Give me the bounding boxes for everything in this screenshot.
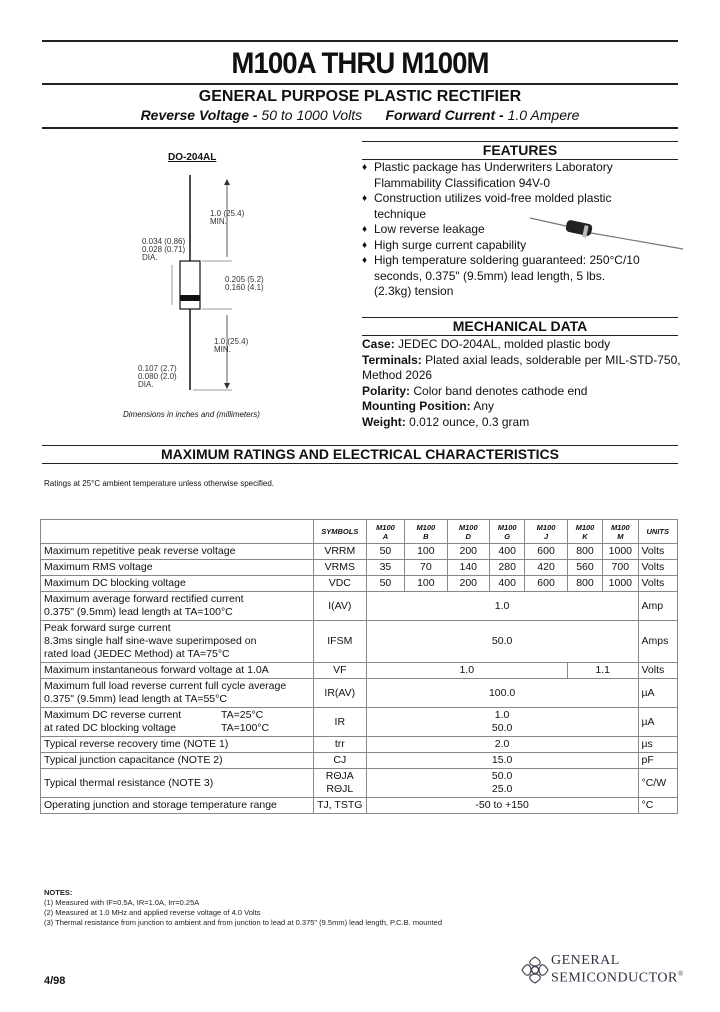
- dim-lead-diameter: 0.034 (0.86) 0.028 (0.71) DIA.: [142, 237, 186, 262]
- symbol-cell: TJ, TSTG: [313, 798, 366, 814]
- note-item: (1) Measured with IF=0.5A, IR=1.0A, Irr=0.25A: [44, 898, 200, 907]
- param-cell: Maximum DC blocking voltage: [41, 576, 314, 592]
- ratings-summary: [0, 107, 720, 123]
- part-column-header: M100 K: [567, 520, 602, 544]
- mech-value: Color band denotes cathode end: [410, 383, 588, 398]
- value-cell: 140: [447, 560, 489, 576]
- param-cell: Typical junction capacitance (NOTE 2): [41, 753, 314, 769]
- table-row: [41, 753, 678, 769]
- unit-cell: °C: [638, 798, 678, 814]
- notes: [44, 888, 442, 928]
- symbol-cell: I(AV): [313, 592, 366, 621]
- param-cell: Typical thermal resistance (NOTE 3): [41, 769, 314, 798]
- symbol-cell: VDC: [313, 576, 366, 592]
- note-item: (3) Thermal resistance from junction to ambient and from junction to lead at 0.375" (9.5mm) lead length, P.C.B. mounted: [44, 918, 443, 927]
- mech-value: JEDEC DO-204AL, molded plastic body: [394, 337, 611, 351]
- value-cell: 35: [366, 560, 404, 576]
- page-title: M100A THRU M100M: [231, 47, 489, 80]
- value-cell: 400: [489, 544, 524, 560]
- mech-weight: [362, 415, 692, 431]
- value-cell: -50 to +150: [366, 798, 638, 814]
- brand-logo: [520, 951, 690, 991]
- part-column-header: M100 M: [603, 520, 638, 544]
- part-column-header: M100 J: [525, 520, 567, 544]
- symbol-cell: IFSM: [313, 621, 366, 663]
- table-row: [41, 769, 678, 798]
- value-cell: 420: [525, 560, 567, 576]
- symbol-cell: VF: [313, 663, 366, 679]
- header-blank: [41, 520, 314, 544]
- mechanical-data: [362, 337, 692, 431]
- table-row: [41, 592, 678, 621]
- value-cell: 50: [366, 544, 404, 560]
- value-cell: 700: [603, 560, 638, 576]
- mech-label: Terminals:: [362, 352, 422, 367]
- mech-label: Polarity:: [362, 383, 411, 398]
- note-item: (2) Measured at 1.0 MHz and applied reverse voltage of 4.0 Volts: [44, 908, 261, 917]
- param-cell: Maximum average forward rectified current 0.375" (9.5mm) lead length at TA=100°C: [41, 592, 314, 621]
- subtitle: GENERAL PURPOSE PLASTIC RECTIFIER: [198, 88, 522, 105]
- unit-cell: pF: [638, 753, 678, 769]
- symbol-cell: IR(AV): [313, 679, 366, 708]
- dim-lead-length: 1.0 (25.4) MIN.: [210, 209, 245, 226]
- mech-terminals: [362, 353, 682, 384]
- param-condition: TA=25°C TA=100°C: [221, 709, 270, 734]
- ratings-rule-bottom: [42, 463, 678, 464]
- feature-item: ♦ Low reverse leakage: [362, 222, 682, 238]
- param-cell: Operating junction and storage temperature range: [41, 798, 314, 814]
- mech-label: Weight:: [362, 414, 406, 429]
- mech-value: Plated axial leads, solderable per MIL-STD-750, Method 2026: [362, 352, 681, 383]
- param-cell: Maximum repetitive peak reverse voltage: [41, 544, 314, 560]
- notes-title: NOTES:: [44, 888, 73, 897]
- unit-cell: µA: [638, 679, 678, 708]
- unit-cell: Volts: [638, 663, 678, 679]
- param-cell: Maximum full load reverse current full cycle average 0.375" (9.5mm) lead length at TA=55°C: [41, 679, 314, 708]
- reverse-voltage-value: 50 to 1000 Volts: [257, 107, 363, 123]
- symbol-cell: trr: [313, 737, 366, 753]
- features-title: FEATURES: [482, 142, 558, 158]
- feature-item: ♦ Plastic package has Underwriters Laboratory Flammability Classification 94V-0: [362, 160, 614, 191]
- brand-line2: [551, 970, 684, 987]
- unit-cell: Volts: [638, 544, 678, 560]
- feature-item: ♦ High surge current capability: [362, 238, 682, 254]
- unit-cell: Amps: [638, 621, 678, 663]
- value-cell: 50.0 25.0: [366, 769, 638, 798]
- reverse-voltage-label: Reverse Voltage -: [140, 107, 258, 123]
- value-cell: 1.1: [567, 663, 638, 679]
- part-column-header: M100 D: [447, 520, 489, 544]
- table-row: [41, 708, 678, 737]
- unit-cell: Volts: [638, 560, 678, 576]
- feature-item: ♦ High temperature soldering guaranteed: 250°C/10 seconds, 0.375" (9.5mm) lead length, 5 lbs. (2.3kg) tension: [362, 253, 644, 300]
- top-rule: [42, 40, 678, 42]
- dimensions-caption: Dimensions in inches and (millimeters): [123, 410, 260, 419]
- table-row: [41, 576, 678, 592]
- table-row: [41, 560, 678, 576]
- value-cell: 600: [525, 544, 567, 560]
- header-rule: [42, 127, 678, 129]
- param-cell: Typical reverse recovery time (NOTE 1): [41, 737, 314, 753]
- value-cell: 50.0: [366, 621, 638, 663]
- mech-rule-bottom: [362, 335, 678, 336]
- symbol-cell: CJ: [313, 753, 366, 769]
- symbol-cell: VRMS: [313, 560, 366, 576]
- part-column-header: M100 B: [405, 520, 447, 544]
- value-cell: 100.0: [366, 679, 638, 708]
- value-cell: 280: [489, 560, 524, 576]
- value-cell: 800: [567, 544, 602, 560]
- mechanical-title: MECHANICAL DATA: [452, 318, 588, 334]
- package-label: DO-204AL: [168, 152, 217, 163]
- param-cell: Peak forward surge current 8.3ms single half sine-wave superimposed on rated load (JEDEC Method) at TA=75°C: [41, 621, 314, 663]
- dim-body-length: 0.205 (5.2) 0.160 (4.1): [225, 275, 264, 292]
- table-row: [41, 737, 678, 753]
- symbol-cell: IR: [313, 708, 366, 737]
- value-cell: 200: [447, 544, 489, 560]
- value-cell: 1.0: [366, 663, 567, 679]
- registered-mark: ®: [677, 970, 684, 978]
- value-cell: 100: [405, 576, 447, 592]
- table-header-row: [41, 520, 678, 544]
- table-row: [41, 798, 678, 814]
- ratings-title: MAXIMUM RATINGS AND ELECTRICAL CHARACTERISTICS: [161, 446, 559, 462]
- table-row: [41, 663, 678, 679]
- gs-logo-icon: [520, 955, 550, 985]
- characteristics-table: [40, 519, 678, 814]
- mech-mounting: [362, 399, 692, 415]
- dim-body-diameter: 0.107 (2.7) 0.080 (2.0) DIA.: [138, 364, 177, 389]
- unit-cell: °C/W: [638, 769, 678, 798]
- value-cell: 50: [366, 576, 404, 592]
- brand-line1: GENERAL: [551, 953, 620, 968]
- mech-value: 0.012 ounce, 0.3 gram: [405, 414, 530, 429]
- part-column-header: M100 G: [489, 520, 524, 544]
- param-cell: [41, 708, 314, 737]
- value-cell: 560: [567, 560, 602, 576]
- value-cell: 400: [489, 576, 524, 592]
- title-rule: [42, 83, 678, 85]
- unit-cell: Volts: [638, 576, 678, 592]
- param-cell: Maximum RMS voltage: [41, 560, 314, 576]
- symbols-header: SYMBOLS: [313, 520, 366, 544]
- ratings-note: Ratings at 25°C ambient temperature unless otherwise specified.: [44, 479, 274, 488]
- mech-polarity: [362, 384, 692, 400]
- unit-cell: Amp: [638, 592, 678, 621]
- diode-photo-icon: [528, 212, 688, 252]
- param-text: Maximum DC reverse current at rated DC blocking voltage: [44, 709, 182, 734]
- units-header: UNITS: [638, 520, 678, 544]
- value-cell: 1.0: [366, 592, 638, 621]
- mech-value: Any: [470, 399, 494, 414]
- unit-cell: µs: [638, 737, 678, 753]
- mech-label: Mounting Position:: [362, 399, 471, 414]
- value-cell: 70: [405, 560, 447, 576]
- value-cell: 1000: [603, 576, 638, 592]
- value-cell: 2.0: [366, 737, 638, 753]
- value-cell: 1000: [603, 544, 638, 560]
- forward-current-label: Forward Current -: [385, 107, 504, 123]
- feature-item: ♦ Construction utilizes void-free molded plastic technique: [362, 191, 614, 222]
- table-row: [41, 621, 678, 663]
- symbol-cell: RΘJA RΘJL: [313, 769, 366, 798]
- value-cell: 1.0 50.0: [366, 708, 638, 737]
- forward-current-value: 1.0 Ampere: [503, 107, 580, 123]
- page-date: 4/98: [44, 975, 66, 987]
- value-cell: 200: [447, 576, 489, 592]
- param-cell: Maximum instantaneous forward voltage at 1.0A: [41, 663, 314, 679]
- unit-cell: µA: [638, 708, 678, 737]
- dim-lead-length-bottom: 1.0 (25.4) MIN.: [214, 337, 249, 354]
- mech-case: [362, 337, 692, 353]
- table-row: [41, 544, 678, 560]
- part-column-header: M100 A: [366, 520, 404, 544]
- mech-label: Case:: [362, 337, 395, 351]
- symbol-cell: VRRM: [313, 544, 366, 560]
- brand-name: SEMICONDUCTOR: [551, 970, 678, 986]
- table-row: [41, 679, 678, 708]
- value-cell: 100: [405, 544, 447, 560]
- value-cell: 15.0: [366, 753, 638, 769]
- value-cell: 800: [567, 576, 602, 592]
- value-cell: 600: [525, 576, 567, 592]
